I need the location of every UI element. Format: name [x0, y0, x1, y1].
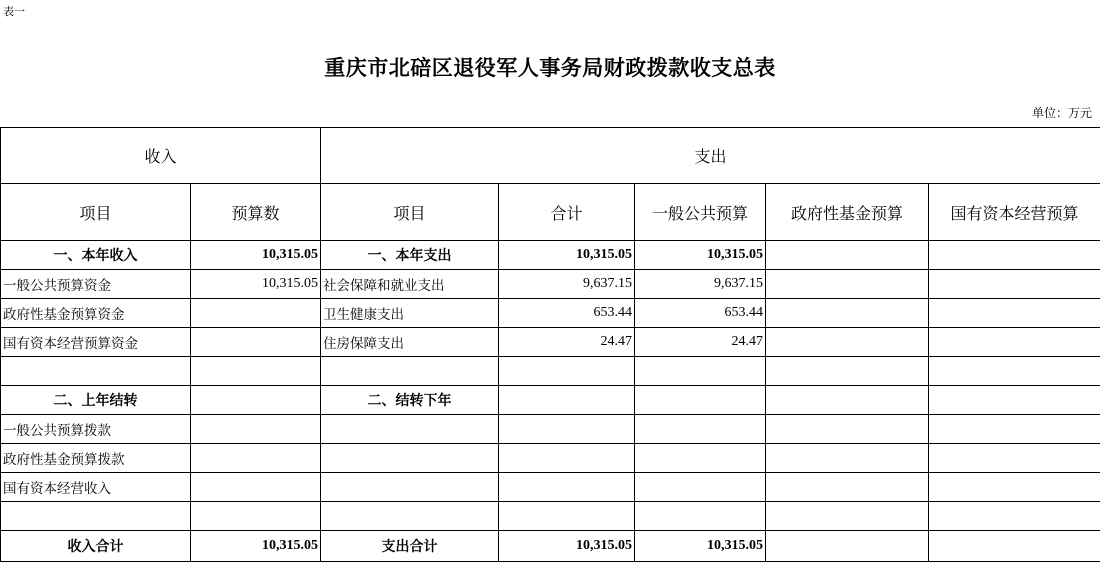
gov-fund-cell [766, 328, 929, 357]
income-item-cell: 二、上年结转 [1, 386, 191, 415]
income-item-cell: 政府性基金预算拨款 [1, 444, 191, 473]
general-budget-cell: 10,315.05 [635, 531, 766, 562]
general-budget-cell: 653.44 [635, 299, 766, 328]
expense-item-header: 项目 [321, 184, 499, 241]
header-row-1 [1, 128, 1100, 184]
income-item-cell [1, 357, 191, 386]
table-row [1, 386, 1100, 415]
gov-fund-cell [766, 357, 929, 386]
general-budget-cell: 24.47 [635, 328, 766, 357]
general-budget-cell: 9,637.15 [635, 270, 766, 299]
state-capital-cell [929, 386, 1100, 415]
gov-fund-cell [766, 299, 929, 328]
total-cell: 10,315.05 [499, 531, 635, 562]
income-value-cell: 10,315.05 [191, 241, 321, 270]
income-value-cell [191, 299, 321, 328]
expense-item-cell [321, 444, 499, 473]
table-row [1, 299, 1100, 328]
expense-header: 支出 [321, 128, 1100, 184]
general-budget-cell [635, 502, 766, 531]
state-capital-cell [929, 357, 1100, 386]
state-capital-cell [929, 328, 1100, 357]
income-value-cell [191, 473, 321, 502]
table-row [1, 357, 1100, 386]
income-value-cell [191, 444, 321, 473]
income-value-cell: 10,315.05 [191, 531, 321, 562]
general-budget-cell [635, 415, 766, 444]
total-cell [499, 473, 635, 502]
income-header: 收入 [1, 128, 321, 184]
state-capital-cell [929, 415, 1100, 444]
table-row [1, 531, 1100, 562]
gov-fund-cell [766, 241, 929, 270]
state-capital-cell [929, 299, 1100, 328]
gov-fund-cell [766, 270, 929, 299]
expense-item-cell: 住房保障支出 [321, 328, 499, 357]
income-item-cell: 收入合计 [1, 531, 191, 562]
gov-fund-cell [766, 444, 929, 473]
state-capital-cell [929, 531, 1100, 562]
expense-item-cell: 一、本年支出 [321, 241, 499, 270]
table-row [1, 241, 1100, 270]
table-row [1, 473, 1100, 502]
income-item-header: 项目 [1, 184, 191, 241]
total-cell [499, 444, 635, 473]
page-title: 重庆市北碚区退役军人事务局财政拨款收支总表 [324, 55, 776, 80]
gov-fund-cell [766, 531, 929, 562]
gov-fund-cell [766, 473, 929, 502]
table-row [1, 415, 1100, 444]
general-budget-cell [635, 473, 766, 502]
expense-item-cell: 卫生健康支出 [321, 299, 499, 328]
header-row-2 [1, 184, 1100, 241]
income-value-cell [191, 386, 321, 415]
general-budget-cell [635, 386, 766, 415]
total-cell: 24.47 [499, 328, 635, 357]
state-capital-cell [929, 473, 1100, 502]
state-capital-cell [929, 502, 1100, 531]
general-budget-cell [635, 357, 766, 386]
income-item-cell: 国有资本经营预算资金 [1, 328, 191, 357]
expense-item-cell [321, 502, 499, 531]
state-capital-cell [929, 241, 1100, 270]
income-value-cell: 10,315.05 [191, 270, 321, 299]
total-cell: 653.44 [499, 299, 635, 328]
expense-item-cell [321, 357, 499, 386]
income-item-cell [1, 502, 191, 531]
budget-summary-table [0, 127, 1100, 562]
table-row [1, 444, 1100, 473]
gov-fund-header: 政府性基金预算 [766, 184, 929, 241]
total-cell: 10,315.05 [499, 241, 635, 270]
general-budget-cell: 10,315.05 [635, 241, 766, 270]
gov-fund-cell [766, 502, 929, 531]
gov-fund-cell [766, 386, 929, 415]
income-value-cell [191, 357, 321, 386]
total-cell [499, 415, 635, 444]
table-row [1, 270, 1100, 299]
income-value-cell [191, 415, 321, 444]
income-item-cell: 一、本年收入 [1, 241, 191, 270]
unit-label: 单位：万元 [1031, 106, 1092, 120]
total-cell: 9,637.15 [499, 270, 635, 299]
table-row [1, 328, 1100, 357]
general-budget-header: 一般公共预算 [635, 184, 766, 241]
budget-header: 预算数 [191, 184, 321, 241]
total-header: 合计 [499, 184, 635, 241]
expense-item-cell: 社会保障和就业支出 [321, 270, 499, 299]
income-item-cell: 一般公共预算资金 [1, 270, 191, 299]
state-capital-cell [929, 270, 1100, 299]
income-item-cell: 国有资本经营收入 [1, 473, 191, 502]
expense-item-cell: 二、结转下年 [321, 386, 499, 415]
income-item-cell: 政府性基金预算资金 [1, 299, 191, 328]
state-capital-header: 国有资本经营预算 [929, 184, 1100, 241]
total-cell [499, 357, 635, 386]
expense-item-cell: 支出合计 [321, 531, 499, 562]
table-row [1, 502, 1100, 531]
income-value-cell [191, 328, 321, 357]
income-item-cell: 一般公共预算拨款 [1, 415, 191, 444]
table-tag: 表一 [3, 5, 25, 18]
state-capital-cell [929, 444, 1100, 473]
expense-item-cell [321, 473, 499, 502]
income-value-cell [191, 502, 321, 531]
general-budget-cell [635, 444, 766, 473]
total-cell [499, 502, 635, 531]
expense-item-cell [321, 415, 499, 444]
gov-fund-cell [766, 415, 929, 444]
total-cell [499, 386, 635, 415]
